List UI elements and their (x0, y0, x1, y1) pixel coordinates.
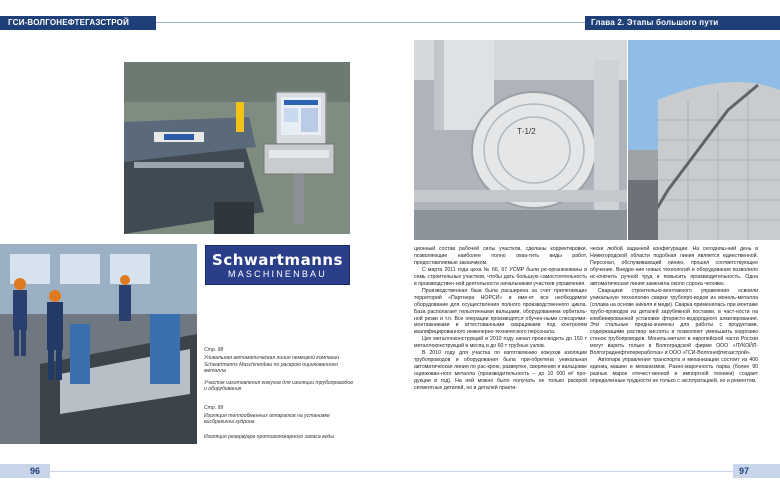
schwartmanns-logo (205, 245, 350, 285)
right-header-rule (390, 22, 585, 23)
paragraph: Производственная база была расширена за счет прилегающих территорий «Партнера НОРСИ» и име-ет все необходимое оборудование для осуществления полного производственного цикла. База располагает гильотинными вальцами, оборудованием орбиталь-ной резки и т.п. Все операции производятся обучен-ными слесарями-монтажниками и аттестованными сварщиками под контролем квалифицированного инженерно-технического персонала. (414, 287, 587, 336)
caption-text: Уникальная автоматическая линия немецкой компании Schwartmanns Maschinenbau по раскрою оцинкованного металла (204, 355, 340, 374)
left-footer-bar (0, 464, 50, 478)
article-column-right (590, 246, 758, 385)
workshop-photo (0, 244, 197, 444)
left-header-rule (156, 22, 390, 23)
paragraph: Сварщики строительно-монтажного управления освоили уникальную технологию сварки трубопро-водов из монель-металла (сплава на основе никеля и меди). Сварка применялась при монтаже трубо-проводов из деталей зарубежной поставки, в част-ности на комбинированной установке фтористо-водородного алкилирования. Эти стальные предна-значены для работы с продуктами, содержащими раствор кислоты и позволяют уменьшить коррозию стенок трубопроводов. Монель-металл в европейской части России могут варить только в Волгоградской фирме ООО «ЛУКОЙЛ-Волгограднефтепереработка» и ООО «ГСИ-Волгонефтегазстрой». (590, 287, 758, 357)
paragraph: ционный состав рабочей силы участков, сделаны корректировки, позволяющие наиболее полно охва-тить виды работ, предоставляемые заказчиком. (414, 246, 587, 266)
water-tank-photo (628, 40, 780, 240)
heat-exchanger-photo (414, 40, 627, 240)
paragraph: Автопарк управления транспорта и механизации состоит из 400 единиц машин и механизмов. Разно-марочность парка (более 90 разных марок отечест-венной и импортной техники) создает определенные трудности не только с эксплуатацией, но и ремонтом. (590, 357, 758, 385)
right-footer-rule (390, 471, 733, 472)
paragraph: С марта 2011 года цеха № 66, 67 УСМР были ре-организованы в семь строительных участков, чтобы дать большую самостоятельность в производствен-ной деятельности начальникам участков управления. (414, 266, 587, 287)
paragraph: чески любой заданной конфигурации. На сегодняш-ний день в Нижегородской области подобная линия является единственной. Персонал, обслуживающий линию, прошел соответствующее обучение. Внедре-ние новых технологий и оборудования позволило ис-ключить ручной труд и повысить производительность. Одна автоматическая линия заменила около сорока человек. (590, 246, 758, 287)
right-header-title: Глава 2. Этапы большого пути (591, 18, 719, 27)
paragraph: Цех металлоконструкций в 2010 году начал произ-водить до 150 т металлоконструкций в месяц и до 60 т трубных узлов. (414, 336, 587, 350)
caption-ref: Стр. 99 (204, 404, 224, 411)
right-header-bar (585, 16, 780, 30)
right-page-number: 97 (738, 466, 749, 476)
caption-text: Участок изготовления кожухов для изоляции трубопроводов и оборудования (204, 380, 353, 393)
left-footer-rule (50, 471, 390, 472)
paragraph: В 2010 году для участка по изготовлению кожухов изоляции трубопроводов и оборудования была при-обретена уникальная автоматическая линия по рас-крою, развертке, сверлению и вальцовке оцинкован-ного металла (производительность – до 10 000 м² про-дукции в год). На ней можно было получать не только раскрой сегментных деталей, но и деталей практи- (414, 350, 587, 392)
left-page-number: 96 (30, 466, 41, 476)
article-column-left (414, 246, 587, 392)
svg-text:Т-1/2: Т-1/2 (517, 127, 536, 136)
caption-ref: Стр. 98 (204, 347, 224, 353)
logo-subtitle: MASCHINENBAU (228, 268, 327, 279)
caption-text: Изоляция теплообменных аппаратов на установке висбрекинга гудрона (204, 413, 330, 426)
machine-line-photo (124, 62, 350, 234)
photo-captions (204, 347, 356, 440)
left-header-bar (0, 16, 156, 30)
caption-text: Изоляция резервуара противопожарного запаса воды (204, 433, 335, 440)
left-header-title: ГСИ-ВОЛГОНЕФТЕГАЗСТРОЙ (8, 18, 130, 27)
logo-brand: Schwartmanns (212, 250, 343, 269)
